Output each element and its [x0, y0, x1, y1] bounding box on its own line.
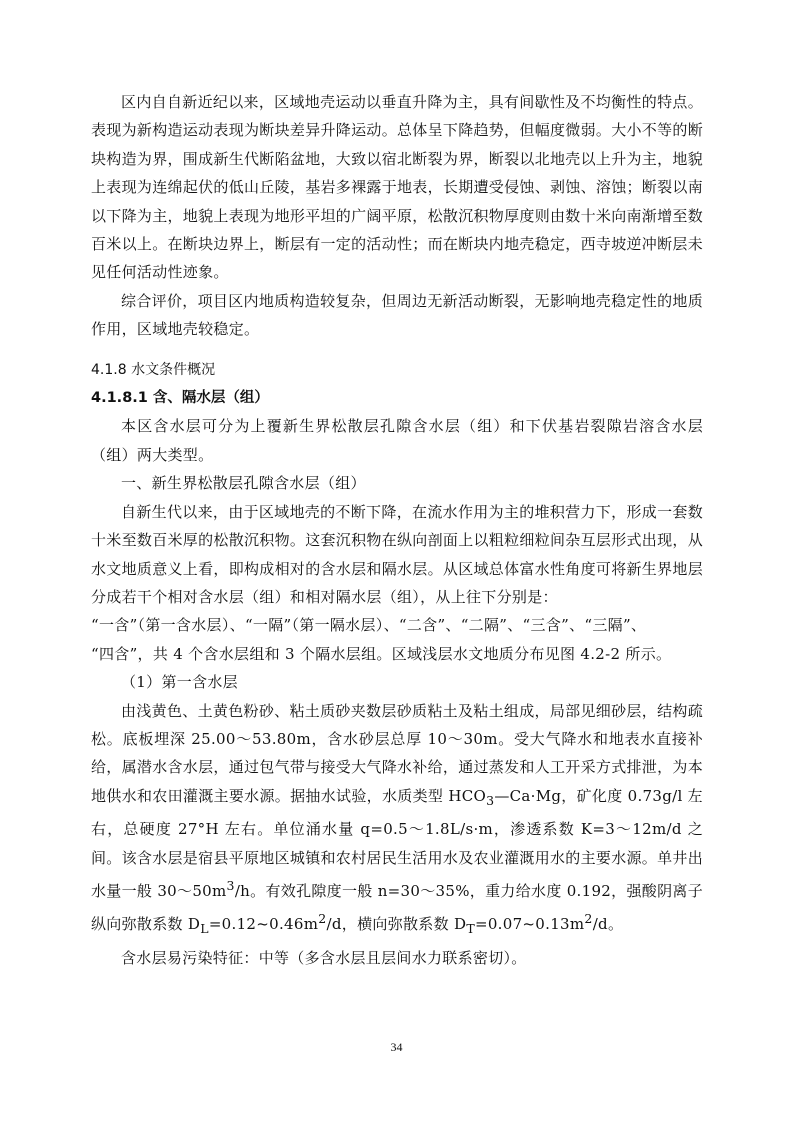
page-number: 34 [390, 1040, 403, 1054]
paragraph-pollution-feature: 含水层易污染特征：中等（多含水层且层间水力联系密切）。 [121, 948, 527, 967]
paragraph-neotectonics: 区内自自新近纪以来，区域地壳运动以垂直升降为主，具有间歇性及不均衡性的特点。表现为新构造运动表现为断块差异升降运动。总体呈下降趋势，但幅度微弱。大小不等的断块构造为界，围成新生代断陷盆地，大致以宿北断裂为界，断裂以北地壳以上升为主，地貌上表现为连绵起伏的低山丘陵，基岩多裸露于地表，长期遭受侵蚀、剥蚀、溶蚀；断裂以南以下降为主，地貌上表现为地形平坦的广阔平原，松散沉积物厚度则由数十米向南渐增至数百米以上。在断块边界上，断层有一定的活动性；而在断块内地壳稳定，西寺坡逆冲断层未见任何活动性迹象。 [91, 93, 704, 282]
paragraph-sediments: 自新生代以来，由于区域地壳的不断下降，在流水作用为主的堆积营力下，形成一套数十米至数百米厚的松散沉积物。这套沉积物在纵向剖面上以粗粒细粒间杂互层形式出现，从水文地质意义上看，即构成相对的含水层和隔水层。从区域总体富水性角度可将新生界地层分成若干个相对含水层（组）和相对隔水层（组），从上往下分别是： [91, 502, 704, 606]
paragraph-first-aquifer: 由浅黄色、土黄色粉砂、粘土质砂夹数层砂质粘土及粘土组成，局部见细砂层，结构疏松。底板埋深 25.00～53.80m，含水砂层总厚 10～30m。受大气降水和地表水直接补给，属潜水含水层，通过包气带与接受大气降水补给，通过蒸发和人工开采方式排泄，为本地供水和农田灌溉主要水源。据抽水试验，水质类型 $HCO_3—Ca\cdot Mg$，矿化度 0.73g/l 左右，总硬度 27°H 左右。单位涌水量 q=0.5～1.8L/s·m，渗透系数 K=3～12m/d 之间。该含水层是宿县平原地区城镇和农村居民生活用水及农业灌溉用水的主要水源。单井出水量一般 $30\sim 50m^3/h$。有效孔隙度一般 n=30～35%，重力给水度 0.192，强酸阴离子纵向弥散系数 $D_L=0.12\sim 0.46m^2/d$，横向弥散系数 $D_T=0.07\sim 0.13m^2/d$。 [91, 701, 704, 937]
section-heading-4-1-8-1: 4.1.8.1 含、隔水层（组） [91, 390, 269, 407]
section-heading-4-1-8: 4.1.8 水文条件概况 [91, 361, 216, 378]
document-body [91, 88, 703, 972]
paragraph-cenozoic-heading: 一、新生界松散层孔隙含水层（组） [121, 474, 366, 493]
paragraph-aquifer-list-line-1: “一含”（第一含水层）、“一隔”（第一隔水层）、“二含”、“二隔”、“三含”、“三隔”、 [91, 616, 647, 635]
paragraph-aquifer-types: 本区含水层可分为上覆新生界松散层孔隙含水层（组）和下伏基岩裂隙岩溶含水层（组）两大类型。 [91, 417, 703, 464]
paragraph-aquifer-list-line-2: “四含”，共 4 个含水层组和 3 个隔水层组。区域浅层水文地质分布见图 4.2-2 所示。 [91, 644, 672, 663]
paragraph-stability-summary: 综合评价，项目区内地质构造较复杂，但周边无新活动断裂，无影响地壳稳定性的地质作用，区域地壳较稳定。 [91, 291, 703, 339]
sub-heading-first-aquifer: （1）第一含水层 [121, 673, 238, 692]
